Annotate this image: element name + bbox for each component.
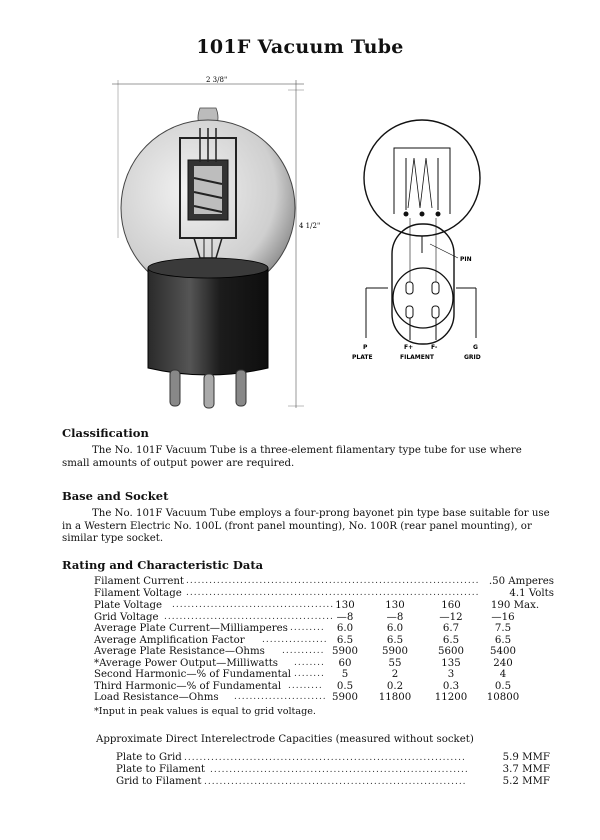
leader-dots: ............................................ xyxy=(164,611,334,622)
row-value: 5.9 MMF xyxy=(502,752,550,763)
capacity-row xyxy=(116,764,550,776)
cell: 6.5 xyxy=(442,634,460,646)
width-dimension: 2 3/8" xyxy=(206,76,228,84)
terminal-name-plate: PLATE xyxy=(352,354,373,361)
row-label: Load Resistance—Ohms xyxy=(94,692,219,703)
cell: 60 xyxy=(338,657,352,669)
cell: 5900 xyxy=(382,646,408,657)
cell: 0.3 xyxy=(442,680,460,692)
row-value: 4.1 Volts xyxy=(509,588,554,599)
tube-illustration xyxy=(108,76,321,416)
row-label: Third Harmonic—% of Fundamental xyxy=(94,680,282,692)
leader-dots: ........................ xyxy=(234,692,327,702)
cell: 135 xyxy=(441,657,461,669)
rating-footnote: *Input in peak values is equal to grid voltage. xyxy=(94,706,316,717)
cell: 0.2 xyxy=(386,680,404,692)
cell: 6.5 xyxy=(494,634,512,646)
filament-voltage-row xyxy=(94,588,554,600)
cell: 10800 xyxy=(486,692,520,703)
leader-dots: ................. xyxy=(262,634,328,645)
terminal-name-grid: GRID xyxy=(464,354,481,361)
table-row xyxy=(94,646,554,658)
cell: 130 xyxy=(335,600,355,611)
terminal-f-plus: F+ xyxy=(404,344,414,351)
terminal-p: P xyxy=(363,344,368,351)
table-row xyxy=(94,669,554,681)
row-label: *Average Power Output—Milliwatts xyxy=(94,657,279,669)
height-dimension: 4 1/2" xyxy=(299,222,321,230)
leader-dots: ........ xyxy=(294,657,325,668)
capacities-intro: Approximate Direct Interelectrode Capacities (measured without socket) xyxy=(96,734,474,745)
leader-dots: ........ xyxy=(294,669,325,679)
cell: 5 xyxy=(341,669,349,680)
cell: 160 xyxy=(441,600,461,611)
cell: 7.5 xyxy=(494,623,512,634)
classification-heading: Classification xyxy=(62,426,149,440)
row-label: Plate to Grid xyxy=(116,752,182,763)
table-row xyxy=(94,658,554,670)
cell: 5600 xyxy=(438,646,464,657)
row-value: .50 Amperes xyxy=(488,576,554,587)
cell: 55 xyxy=(388,657,402,669)
leader-dots: ......... xyxy=(288,680,323,691)
cell: —8 xyxy=(336,611,354,623)
cell: 5900 xyxy=(332,646,358,657)
row-label: Filament Current xyxy=(94,576,185,587)
row-label: Average Plate Resistance—Ohms xyxy=(94,646,265,657)
table-row xyxy=(94,692,554,704)
table-row xyxy=(94,612,554,624)
base-socket-text: The No. 101F Vacuum Tube employs a four-prong bayonet pin type base suitable for use in a Western Electric No. 100L (front panel mounting), No. 100R (rear panel mounting), or similar type socket. xyxy=(62,508,550,544)
leader-dots: ............................................................................ xyxy=(186,576,480,586)
cell: 11200 xyxy=(434,692,468,703)
leader-dots: ........... xyxy=(282,646,325,656)
page-title: 101F Vacuum Tube xyxy=(196,36,404,58)
classification-text: The No. 101F Vacuum Tube is a three-element filamentary type tube for use where small amounts of output power are required. xyxy=(62,445,522,469)
leader-dots: ......................................................................... xyxy=(184,753,466,763)
tube-schematic xyxy=(348,118,496,368)
cell: 5400 xyxy=(490,646,516,657)
leader-dots: ......... xyxy=(290,623,325,633)
row-label: Average Amplification Factor xyxy=(94,634,245,646)
cell: —8 xyxy=(386,611,404,623)
row-label: Second Harmonic—% of Fundamental xyxy=(94,669,292,680)
table-row xyxy=(94,681,554,693)
leader-dots: .................................................................... xyxy=(204,777,467,787)
row-label: Plate to Filament xyxy=(116,764,206,775)
cell: 6.0 xyxy=(336,623,354,634)
row-label: Grid Voltage xyxy=(94,611,159,623)
cell: —12 xyxy=(439,611,463,623)
filament-current-row xyxy=(94,576,554,588)
row-value: 3.7 MMF xyxy=(502,764,550,775)
terminal-name-filament: FILAMENT xyxy=(400,354,434,361)
rating-heading: Rating and Characteristic Data xyxy=(62,558,264,572)
table-row xyxy=(94,623,554,635)
cell: 11800 xyxy=(378,692,412,703)
capacity-row xyxy=(116,752,550,764)
row-value: 5.2 MMF xyxy=(502,776,550,787)
cell: 190 Max. xyxy=(490,600,540,611)
leader-dots: .......................................... xyxy=(172,600,335,610)
capacity-row xyxy=(116,776,550,788)
leader-dots: ................................................................... xyxy=(210,765,469,775)
row-label: Average Plate Current—Milliamperes xyxy=(94,623,288,634)
cell: 130 xyxy=(385,600,405,611)
row-label: Grid to Filament xyxy=(116,776,202,787)
cell: 0.5 xyxy=(336,680,354,692)
cell: 4 xyxy=(499,669,507,680)
table-row xyxy=(94,635,554,647)
cell: 0.5 xyxy=(494,680,512,692)
row-label: Filament Voltage xyxy=(94,588,182,599)
cell: 6.7 xyxy=(442,623,460,634)
leader-dots: ............................................................................ xyxy=(186,588,480,598)
cell: 5900 xyxy=(332,692,358,703)
terminal-g: G xyxy=(473,344,478,351)
cell: 6.5 xyxy=(336,634,354,646)
cell: 2 xyxy=(391,669,399,680)
cell: 6.0 xyxy=(386,623,404,634)
pin-label: PIN xyxy=(460,256,472,263)
cell: 6.5 xyxy=(386,634,404,646)
base-socket-heading: Base and Socket xyxy=(62,489,169,503)
cell: 240 xyxy=(493,657,513,669)
cell: 3 xyxy=(447,669,455,680)
table-row xyxy=(94,600,554,612)
cell: —16 xyxy=(491,611,515,623)
row-label: Plate Voltage xyxy=(94,600,163,611)
terminal-f-minus: F- xyxy=(431,344,438,351)
